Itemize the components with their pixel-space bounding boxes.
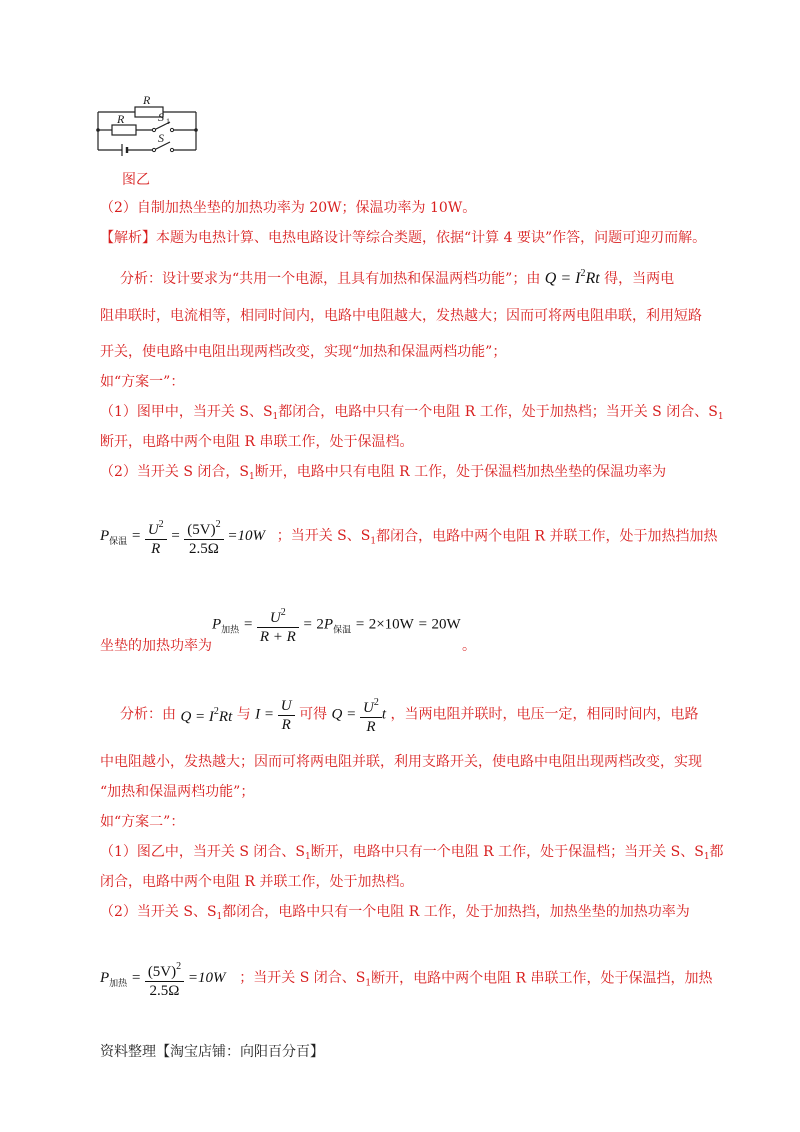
plan1-item1-a-pre: （1）图甲中，当开关 S、S [100,404,273,420]
eq1-suffix-post: 都闭合，电路中两个电阻 R 并联工作，处于加热挡加热 [376,528,718,545]
eq-sign: = [242,616,254,633]
switch-s1-label: S [158,110,164,124]
eq2-formula [212,604,461,646]
square-sup: 2 [213,705,219,717]
p-sub-baowen: 保温 [109,536,128,547]
p2-get: 可得 [299,706,328,723]
five-v: (5V) [147,964,177,980]
eq-sign: = [417,616,428,633]
p-sub-jiare: 加热 [221,624,240,635]
i-symbol: I [575,270,581,287]
switch-s-label: S [158,131,164,145]
s1-sub: 1 [249,472,255,482]
plan2-item2-post: 都闭合，电路中只有一个电阻 R 工作，处于加热挡，加热坐垫的加热功率为 [222,904,690,920]
fraction-5v-2-5ohm [184,516,223,558]
square-sup: 2 [176,961,182,972]
five-v: (5V) [187,522,216,538]
u-symbol: U [363,700,374,716]
plan1-item2-post: 断开，电路中只有电阻 R 工作，处于保温档加热坐垫的保温功率为 [254,464,667,480]
twenty-w: 20W [431,616,461,633]
page-footer: 资料整理【淘宝店铺：向阳百分百】 [100,1044,324,1060]
two-five-ohm: 2.5Ω [149,983,180,999]
p-sub-jiare: 加热 [109,978,128,989]
r-symbol: R [281,716,291,733]
plan1-item1-a [100,402,724,427]
s1-sub: 1 [703,852,710,862]
p1-text-a: 分析：设计要求为“共用一个电源，且具有加热和保温两档功能”；由 [120,271,541,287]
plan2-heading: 如“方案二”： [100,814,185,830]
eq3-suffix-post: 断开，电路中两个电阻 R 串联工作，处于保温挡，加热 [371,970,713,987]
square-sup: 2 [280,607,286,618]
figure-caption: 图乙 [122,172,150,188]
p-sub-baowen: 保温 [333,624,352,635]
eq-sign: = [130,970,142,987]
plan1-item2 [100,462,666,487]
eq3-line [100,958,713,1000]
plan1-heading: 如“方案一”： [100,374,185,390]
square-sup: 2 [215,519,221,530]
p1-text-b: 得，当两电 [604,271,675,287]
eq-sign: = [130,528,142,545]
eq-sign: = [187,970,199,987]
i-symbol: I [208,708,214,725]
joule-formula [545,270,600,287]
r-plus-r: R + R [259,629,296,645]
eq-sign: = [263,707,275,723]
p1-line-d: 开关，使电路中电阻出现两档改变，实现“加热和保温两档功能”； [100,344,507,360]
p2-pre: 分析：由 [120,706,176,723]
p2-line-a [120,694,698,736]
formula-q-u2-r-t [331,697,387,735]
plan1-item1-b: 断开，电路中两个电阻 R 串联工作，处于保温档。 [100,434,414,450]
u-symbol: U [278,697,295,716]
eq2-suffix: 。 [462,638,476,654]
p-symbol: P [323,616,334,633]
u-symbol: U [269,610,281,626]
s1-sub: 1 [305,852,311,862]
rt-symbol: Rt [218,708,233,725]
plan2-item1-a-mid: 断开，电路中只有一个电阻 R 工作，处于保温档；当开关 S、S [310,844,704,860]
square-sup: 2 [580,268,586,279]
p1-line-a [120,264,674,289]
two-coef: 2 [316,616,324,633]
eq-sign: = [227,528,238,545]
plan2-item1-a [100,842,724,867]
q-symbol: Q [180,708,192,725]
ten-w: 10W [237,528,265,545]
plan1-item2-pre: （2）当开关 S 闭合，S [100,464,249,480]
square-sup: 2 [158,519,164,530]
eq1-line [100,516,718,558]
plan2-item2-pre: （2）当开关 S、S [100,904,217,920]
eq-sign: = [302,616,313,633]
u-symbol: U [147,522,159,538]
t-symbol: t [381,707,387,723]
s1-sub: 1 [717,412,724,422]
s1-sub: 1 [272,412,279,422]
p2-and: 与 [236,706,251,723]
p2-line-c: “加热和保温两档功能”； [100,784,255,800]
plan2-item1-b: 闭合，电路中两个电阻 R 并联工作，处于加热档。 [100,874,414,890]
two-five-ohm: 2.5Ω [188,541,219,557]
plan2-item2 [100,902,690,927]
r-symbol: R [151,541,161,557]
fraction-u2-r [145,516,167,558]
formula-q-i2rt [180,705,233,725]
q-symbol: Q [544,270,557,287]
analysis-line [100,228,706,248]
two-times-ten: 2×10W [368,616,414,633]
eq-sign: = [195,708,206,725]
eq-sign: = [354,616,365,633]
resistor-mid-label: R [117,112,125,126]
p-symbol: P [212,616,222,633]
ten-w: 10W [198,970,226,987]
p1-line-c: 阻串联时，电流相等，相同时间内，电路中电阻越大，发热越大；因而可将两电阻串联，利用短路 [100,308,702,324]
answer-2: （2）自制加热坐垫的加热功率为 20W；保温功率为 10W。 [100,200,477,216]
switch-s1-sub: 1 [166,117,170,126]
eq2-prefix: 坐垫的加热功率为 [100,638,212,654]
i-symbol: I [255,707,261,723]
rt-symbol: Rt [585,270,600,287]
p-symbol: P [100,970,110,987]
fraction-5v-2-5ohm [145,958,184,1000]
s1-sub: 1 [370,536,377,547]
p2-post: ，当两电阻并联时，电压一定，相同时间内，电路 [390,706,699,723]
analysis-intro: 本题为电热计算、电热电路设计等综合类题，依据“计算 4 要诀”作答，问题可迎刃而解。 [156,230,707,246]
eq-sign: = [170,528,181,545]
plan2-item1-a-post: 都 [709,844,724,860]
eq-sign: = [560,270,572,287]
r-symbol: R [366,719,376,735]
plan1-item1-a-post: 都闭合，电路中只有一个电阻 R 工作，处于加热档；当开关 S 闭合、S [278,404,718,420]
formula-i-u-r [255,697,294,733]
q-symbol: Q [331,707,343,723]
s1-sub: 1 [365,978,372,989]
analysis-tag: 【解析】 [100,230,156,246]
eq-sign: = [346,707,357,723]
eq1-suffix-pre: ；当开关 S、S [276,528,371,545]
square-sup: 2 [373,697,379,708]
p-symbol: P [100,528,110,545]
p2-line-b: 中电阻越小，发热越大；因而可将两电阻并联，利用支路开关，使电路中电阻出现两档改变，实现 [100,754,702,770]
circuit-diagram [90,92,205,162]
plan2-item1-a-pre: （1）图乙中，当开关 S 闭合、S [100,844,305,860]
eq3-suffix-pre: ；当开关 S 闭合、S [239,970,366,987]
fraction-u2-r-plus-r [257,604,299,646]
resistor-top-label: R [143,93,151,107]
s1-sub: 1 [216,912,223,922]
